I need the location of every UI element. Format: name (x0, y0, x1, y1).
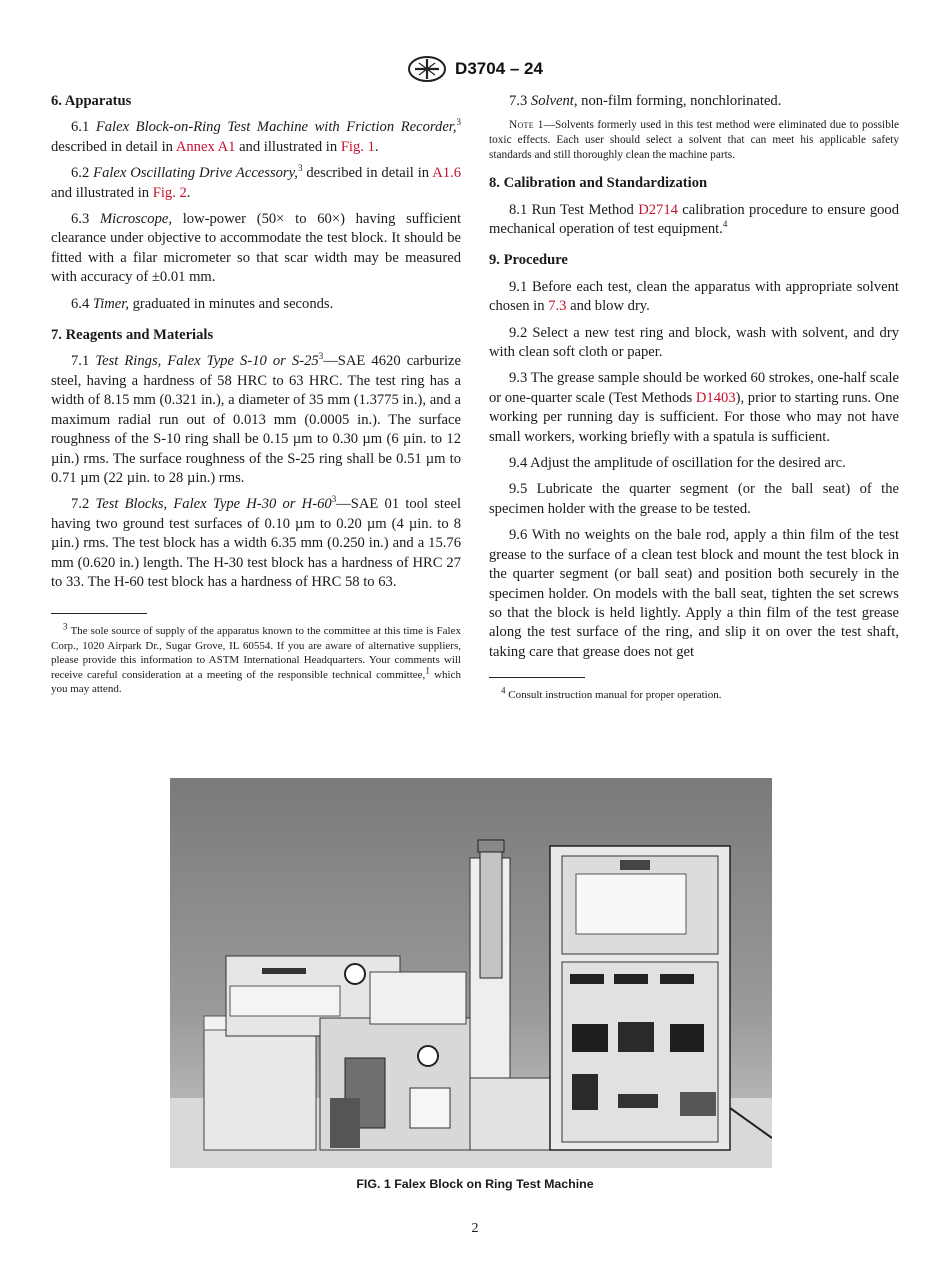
document-id: D3704 – 24 (455, 59, 543, 78)
para-text: —SAE 4620 carburize steel, having a hardness of 58 HRC to 63 HRC. The test ring has a width of 8.15 mm (0.321 in.), a diameter of 35 mm (1.3775 in.), and a maximum radial run out of 0.013 mm (0.0005 in.). The surface roughness of the S-10 ring shall be 0.15 µm to 0.30 µm (6 µin. to 12 µin.) rms. The surface roughness of the S-25 ring shall be 0.51 µm to 0.71 µm (22 µin. to 28 µin.) rms. (51, 353, 461, 486)
a1-6-link[interactable]: A1.6 (432, 165, 461, 182)
footnote-marker: 3 (318, 351, 324, 362)
paragraph-7-1 (51, 352, 461, 488)
paragraph-9-1 (489, 278, 899, 317)
figure-caption: FIG. 1 Falex Block on Ring Test Machine (356, 1177, 594, 1191)
para-text: —SAE 01 tool steel having two ground test surfaces of 0.10 µm to 0.20 µm (4 µin. to 8 µin.) rms. The test block has a width 6.35 mm (0.250 in.) and a 15.76 mm (0.620 in.) length. The H-30 test block has a hardness of HRC 27 to 33. The H-60 test block has a hardness of HRC 58 to 63. (51, 496, 462, 590)
page-header (0, 54, 950, 84)
paragraph-9-6: 9.6 With no weights on the bale rod, apply a thin film of the test grease to the surface of a clean test block and mount the test block in the quarter segment (or ball seat) and position both securely in the specimen holder. On models with the ball seat, tighten the set screws so that the block is held lightly. Apply a thin film of the test grease along the test surface of the ring, and slip it on over the test shaft, taking care that grease does not get (489, 527, 899, 660)
footnote-divider (489, 677, 585, 678)
paragraph-6-4 (51, 295, 461, 314)
fig-1-link[interactable]: Fig. 1 (340, 138, 375, 155)
footnote-marker: 3 (63, 621, 68, 632)
section-7-3-link[interactable]: 7.3 (548, 298, 567, 315)
right-column (489, 92, 899, 703)
item-title: Timer, (92, 295, 129, 312)
paragraph-6-2 (51, 164, 461, 203)
paragraph-9-5: 9.5 Lubricate the quarter segment (or the ball seat) of the specimen holder with the grease to be tested. (489, 481, 899, 517)
para-number: 6.2 (71, 165, 94, 182)
para-text: low-power (50× to 60×) having sufficient clearance under objective to accommodate the test block. It should be fitted with a filar micrometer so that scar width may be measured with accuracy of ±0.01 mm. (51, 211, 462, 286)
paragraph-9-4: 9.4 Adjust the amplitude of oscillation for the desired arc. (509, 455, 846, 472)
footnote-text: The sole source of supply of the apparatus known to the committee at this time is Falex Corp., 1020 Airpark Dr., Sugar Grove, IL 60554. If you are aware of alternative suppliers, please provide this information to ASTM International Headquarters. Your comments will receive careful consideration at a meeting of the responsible technical committee, (51, 625, 461, 681)
para-text: and illustrated in (235, 138, 341, 155)
section-6-heading: 6. Apparatus (51, 93, 132, 109)
para-text: non-film forming, nonchlorinated. (577, 93, 782, 109)
paragraph-7-3 (489, 92, 899, 111)
footnote-text: which you may attend. (51, 668, 461, 695)
para-text: described in detail in (302, 165, 433, 182)
page-number: 2 (471, 1221, 479, 1236)
footnote-text: Consult instruction manual for proper operation. (505, 689, 722, 702)
paragraph-6-3 (51, 210, 461, 288)
para-text: ), prior to starting runs. One working per running day is sufficient. For those who may not have small workers, working briefly with a spatula is sufficient. (489, 389, 899, 445)
para-number: 6.3 (71, 211, 100, 228)
item-title: Falex Oscillating Drive Accessory, (93, 165, 298, 182)
paragraph-6-1 (51, 118, 461, 157)
item-title: Test Rings, Falex Type S-10 or S-25 (95, 353, 319, 370)
item-title: Microscope, (100, 211, 172, 228)
item-title: Test Blocks, Falex Type H-30 or H-60 (95, 496, 332, 513)
item-title: Falex Block-on-Ring Test Machine with Friction Recorder, (95, 119, 457, 136)
section-8-heading: 8. Calibration and Standardization (489, 175, 708, 192)
para-number: 7.3 (509, 93, 531, 109)
para-text: 8.1 Run Test Method (509, 201, 639, 218)
footnote-4 (489, 685, 899, 702)
note-text: —Solvents formerly used in this test method were eliminated due to possible toxic effects. Each user should select a solvent that can meet his applicable safety standards and still thoroughly clean the machine parts. (489, 119, 899, 161)
d1403-link[interactable]: D1403 (695, 389, 736, 406)
footnote-marker: 3 (331, 494, 337, 505)
para-text: and illustrated in (51, 184, 153, 201)
fig-2-link[interactable]: Fig. 2 (152, 184, 187, 201)
para-number: 7.2 (71, 496, 96, 513)
para-text: described in detail in (51, 138, 176, 155)
para-text: 9.3 The grease sample should be worked 60 strokes, one-half scale or one-quarter scale (Test Methods (489, 370, 899, 406)
section-9-heading: 9. Procedure (489, 252, 568, 269)
paragraph-9-3 (489, 369, 899, 447)
para-number: 7.1 (71, 353, 96, 370)
footnote-divider (51, 613, 147, 614)
item-title: Solvent, (530, 93, 578, 109)
paragraph-7-2 (51, 495, 461, 592)
d2714-link[interactable]: D2714 (638, 201, 678, 218)
note-1 (489, 118, 899, 162)
footnote-marker: 3 (456, 117, 462, 128)
para-text: 9.1 Before each test, clean the apparatus with appropriate solvent chosen in (489, 278, 899, 315)
section-7-heading: 7. Reagents and Materials (51, 327, 214, 344)
left-column (51, 92, 461, 696)
para-text: graduated in minutes and seconds. (128, 295, 334, 312)
para-number: 6.4 (71, 295, 93, 312)
footnote-marker: 4 (501, 685, 506, 696)
para-number: 6.1 (71, 119, 96, 136)
para-text: calibration procedure to ensure good mechanical operation of test equipment. (489, 201, 900, 237)
footnote-marker: 4 (722, 219, 728, 230)
footnote-3 (51, 621, 461, 696)
para-text: . (186, 184, 191, 201)
note-label: Note 1 (509, 119, 544, 132)
paragraph-8-1 (489, 201, 899, 240)
paragraph-9-2: 9.2 Select a new test ring and block, wash with solvent, and dry with clean soft cloth or paper. (489, 324, 899, 361)
annex-a1-link[interactable]: Annex A1 (175, 138, 236, 155)
footnote-marker: 1 (425, 664, 430, 675)
astm-logo-icon (407, 55, 447, 83)
para-text: and blow dry. (566, 298, 650, 315)
footnote-marker: 3 (297, 163, 303, 174)
para-text: . (374, 138, 379, 155)
test-machine-photo (170, 778, 772, 1168)
